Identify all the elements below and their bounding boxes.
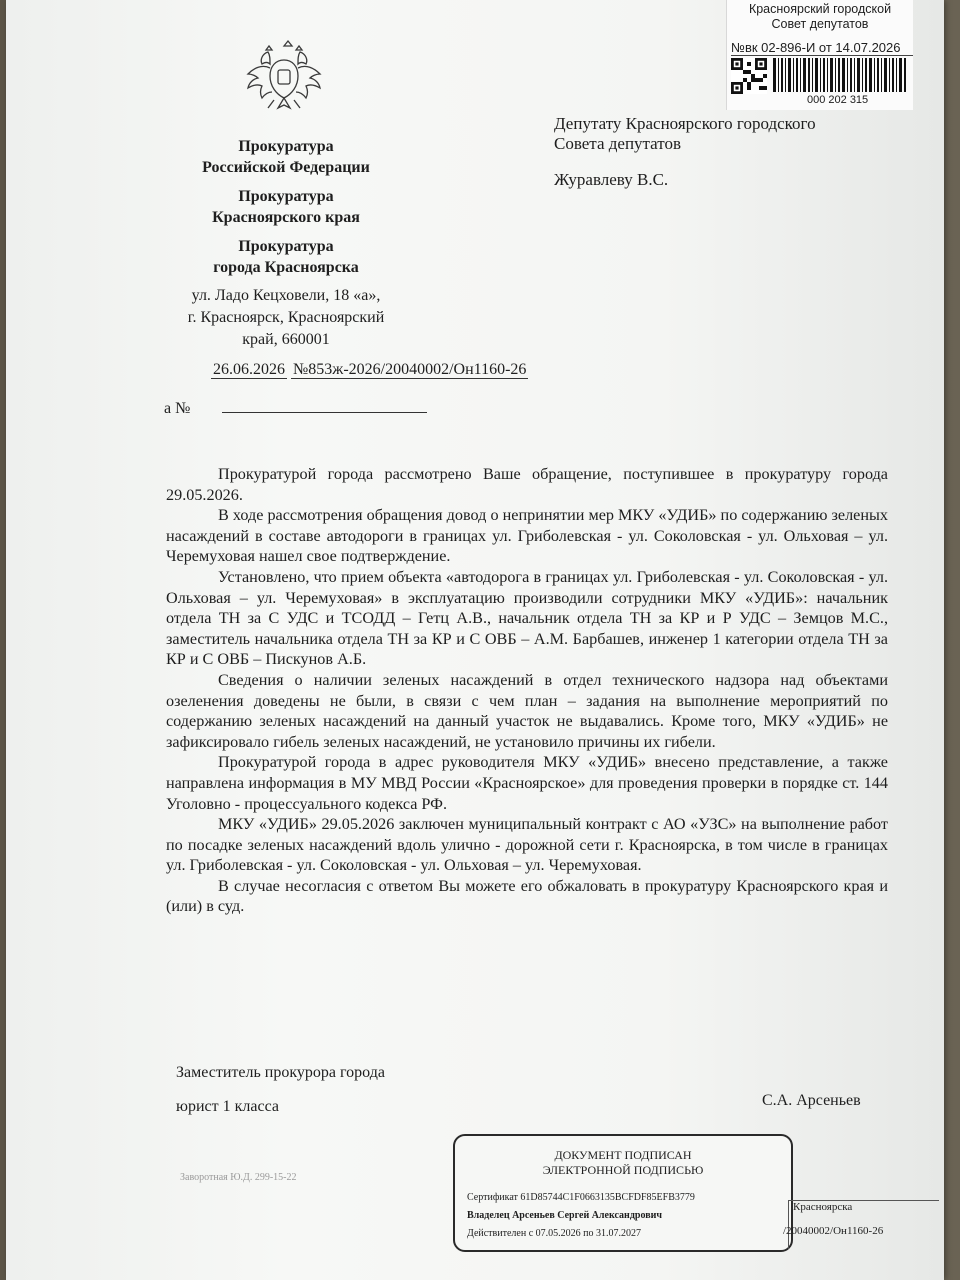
body-paragraph-5: Прокуратурой города в адрес руководителя МКУ «УДИБ» внесено представление, а также направлена информация в МУ МВД России «Красноярское» для проведения проверки в порядке ст. 144 Уголовно - процессуального кодекса РФ. bbox=[166, 753, 888, 813]
barcode-icon bbox=[773, 58, 907, 92]
reference-blank bbox=[222, 398, 427, 413]
sender-org-russian-federation bbox=[156, 136, 416, 178]
sender-org-krasnoyarsk-city bbox=[156, 236, 416, 278]
stamp-registration-number: №вк 02-896-И от 14.07.2026 bbox=[731, 40, 913, 56]
e-signature-title-line1: ДОКУМЕНТ ПОДПИСАН bbox=[554, 1148, 692, 1162]
sender-address-line2: г. Красноярск, Красноярский bbox=[187, 309, 385, 326]
body-paragraph-2: В ходе рассмотрения обращения довод о непринятии мер МКУ «УДИБ» по содержанию зеленых насаждений в составе автодороги в границах ул. Гриболевская - ул. Соколовская - ул. Ольховая – ул. Черемуховая нашел свое подтверждение. bbox=[166, 506, 888, 566]
outgoing-registration bbox=[211, 361, 528, 379]
executor-note: Заворотная Ю.Д. 299-15-22 bbox=[180, 1172, 297, 1183]
reference-number-line bbox=[164, 398, 427, 418]
stamp-council-name bbox=[727, 2, 913, 32]
body-paragraph-1: Прокуратурой города рассмотрено Ваше обращение, поступившее в прокуратуру города 29.05.2026. bbox=[166, 465, 888, 504]
body-paragraph-3: Установлено, что прием объекта «автодорога в границах ул. Гриболевская - ул. Соколовская - ул. Ольховая – ул. Черемуховая» в эксплуатацию производили сотрудники МКУ «УДИБ»: начальник отдела ТН за С УДС и ТСОДД – Гетц А.В., начальник отдела ТН за КР и Р УДС – Земцов М.С., заместитель начальника отдела ТН за КР и С ОВБ – А.М. Барбашев, инженер 1 категории отдела ТН за КР и С ОВБ – Пискунов А.Б. bbox=[166, 567, 888, 669]
signatory-name: С.А. Арсеньев bbox=[762, 1092, 861, 1109]
body-paragraph-4: Сведения о наличии зеленых насаждений в отдел технического надзора над объектами озеленения доведены не были, в связи с чем план – задания на выполнение мероприятий по содержанию зеленых насаждений на данный участок не выдавались. Кроме того, МКУ «УДИБ» не зафиксировало гибель зеленых насаждений, не установило причины их гибели. bbox=[166, 670, 888, 751]
sender-org3-line2: города Красноярска bbox=[213, 259, 359, 276]
recipient-line1: Депутату Красноярского городского bbox=[554, 114, 816, 133]
e-signature-title bbox=[455, 1148, 791, 1178]
double-headed-eagle-emblem-icon bbox=[244, 38, 324, 120]
letter-page bbox=[6, 0, 944, 1280]
stamp-barcode-number: 000 202 315 bbox=[807, 94, 869, 106]
incoming-registration-stamp bbox=[726, 0, 913, 110]
body-paragraph-6: МКУ «УДИБ» 29.05.2026 заключен муниципальный контракт с АО «УЗС» на выполнение работ по посадке зеленых насаждений вдоль улично - дорожной сети г. Красноярска, в том числе в границах ул. Гриболевская - ул. Соколовская - ул. Ольховая – ул. Черемуховая. bbox=[166, 815, 888, 875]
signatory-position-line1: Заместитель прокурора города bbox=[176, 1064, 385, 1081]
body-paragraph-7: В случае несогласия с ответом Вы можете его обжаловать в прокуратуру Красноярского края и (или) в суд. bbox=[166, 876, 888, 916]
sender-org3-line1: Прокуратура bbox=[238, 238, 334, 255]
recipient-line2: Совета депутатов bbox=[554, 134, 682, 153]
sender-address-line3: край, 660001 bbox=[242, 331, 330, 348]
secondary-stamp-line1: Красноярска bbox=[793, 1201, 853, 1213]
sender-org1-line1: Прокуратура bbox=[238, 138, 334, 155]
secondary-stamp-fragment bbox=[783, 1200, 939, 1249]
sender-org1-line2: Российской Федерации bbox=[202, 159, 370, 176]
sender-org2-line1: Прокуратура bbox=[238, 188, 334, 205]
outgoing-date: 26.06.2026 bbox=[213, 361, 285, 378]
sender-org2-line2: Красноярского края bbox=[212, 209, 360, 226]
stamp-council-line1: Красноярский городской bbox=[748, 2, 892, 16]
secondary-stamp-line2: /20040002/Он1160-26 bbox=[783, 1225, 884, 1237]
sender-org-krasnoyarsk-region bbox=[156, 186, 416, 228]
e-signature-certificate: Сертификат 61D85744C1F0663135BCFDF85EFB3779 bbox=[467, 1192, 695, 1203]
letter-body bbox=[166, 464, 888, 917]
e-signature-owner: Владелец Арсеньев Сергей Александрович bbox=[467, 1210, 662, 1221]
e-signature-validity: Действителен с 07.05.2026 по 31.07.2027 bbox=[467, 1228, 641, 1239]
e-signature-title-line2: ЭЛЕКТРОННОЙ ПОДПИСЬЮ bbox=[542, 1163, 704, 1177]
qr-code-icon bbox=[731, 58, 767, 94]
recipient-block bbox=[554, 114, 894, 154]
stamp-council-line2: Совет депутатов bbox=[771, 17, 869, 31]
outgoing-number: №853ж-2026/20040002/Он1160-26 bbox=[293, 361, 527, 378]
recipient-name: Журавлеву В.С. bbox=[554, 170, 669, 189]
sender-address bbox=[156, 285, 416, 351]
signatory-position-line2: юрист 1 класса bbox=[176, 1098, 279, 1115]
electronic-signature-stamp bbox=[453, 1134, 793, 1252]
sender-address-line1: ул. Ладо Кецховели, 18 «а», bbox=[191, 287, 381, 304]
reference-label: а № bbox=[164, 400, 191, 417]
